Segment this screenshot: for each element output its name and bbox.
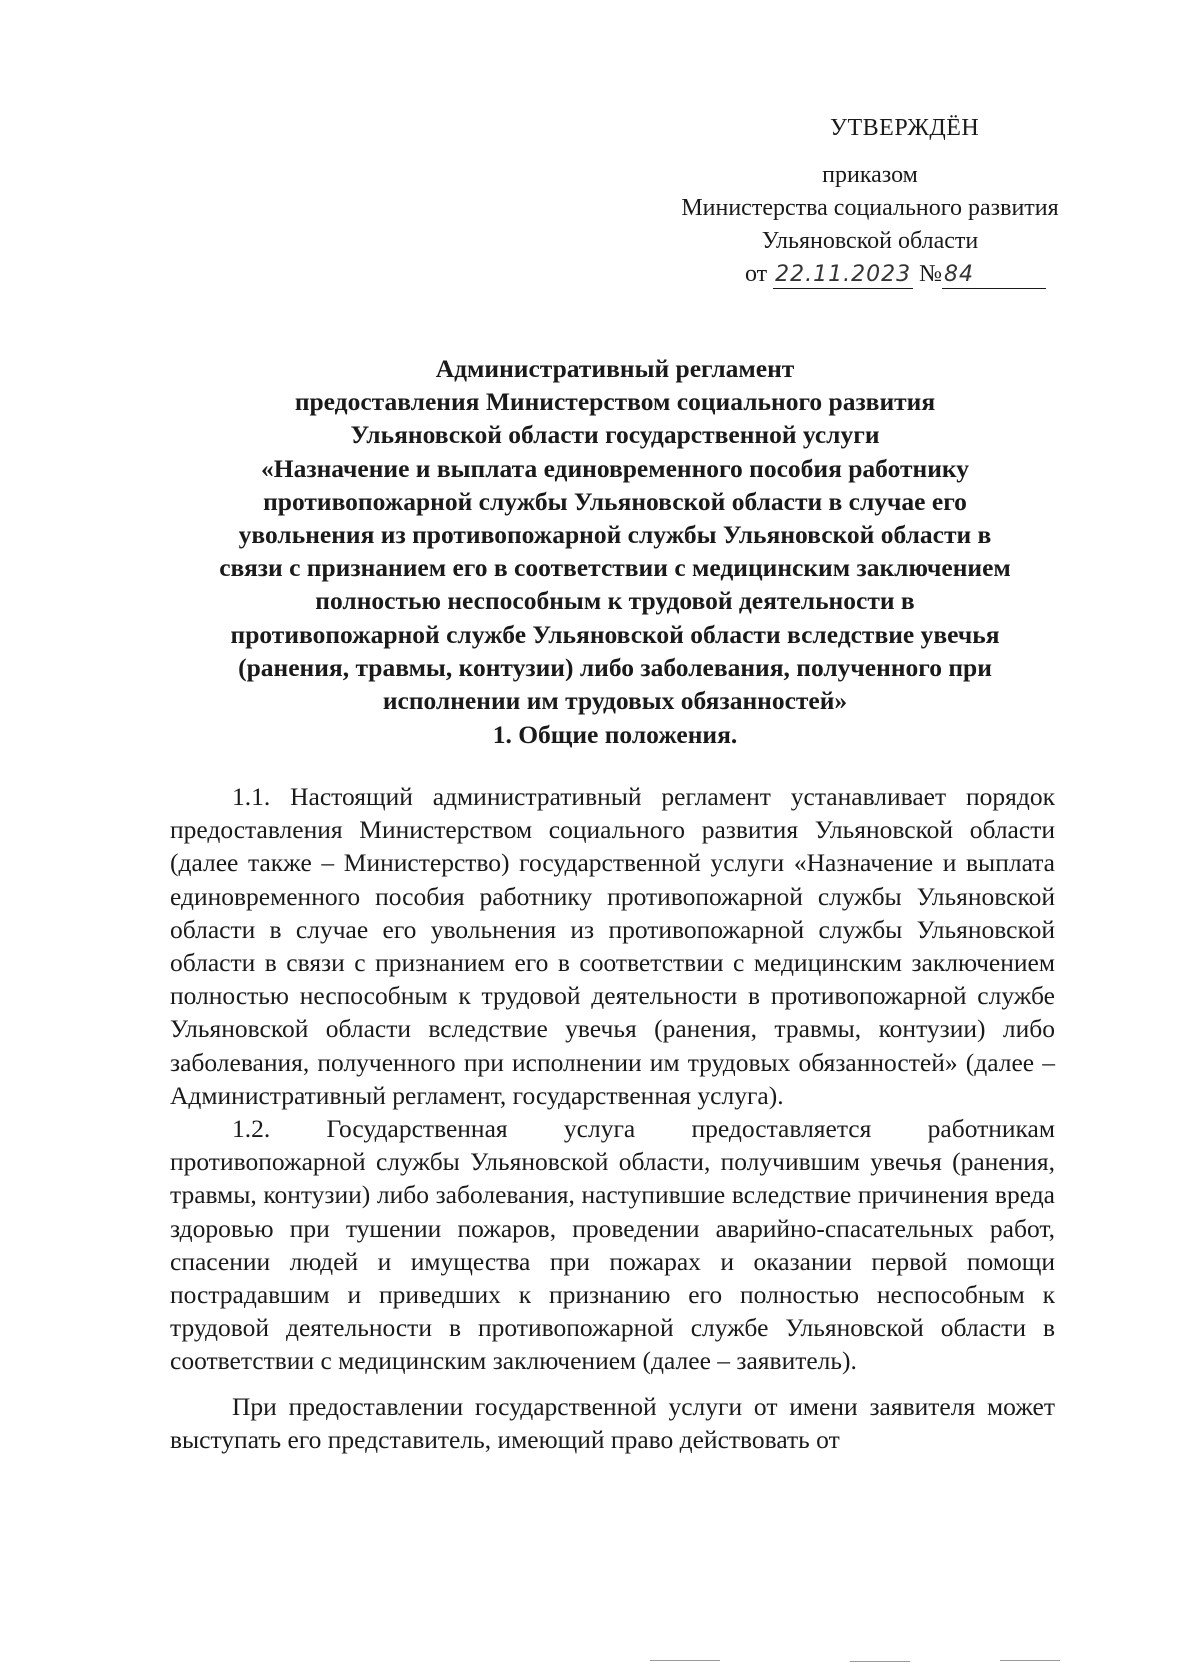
title-line: увольнения из противопожарной службы Ульяновской области в xyxy=(238,520,992,550)
from-label: от xyxy=(745,261,768,287)
approval-block xyxy=(640,112,1100,291)
title-line: Ульяновской области государственной услуги xyxy=(350,420,880,450)
number-label: № xyxy=(919,261,943,287)
section-heading: 1. Общие положения. xyxy=(492,720,738,749)
approval-order-label: приказом xyxy=(822,162,918,188)
paragraph-1-2: 1.2. Государственная услуга предоставляется работникам противопожарной службы Ульяновской области, получившим увечья (ранения, травмы, контузии) либо заболевания, наступившие вследствие причинения вреда здоровью при тушении пожаров, проведении аварийно-спасательных работ, спасении людей и имущества при пожарах и оказании первой помощи пострадавшим и приведших к признанию его полностью неспособным к трудовой деятельности в противопожарной службе Ульяновской области в соответствии с медицинским заключением (далее – заявитель). xyxy=(170,1114,1055,1376)
title-line: (ранения, травмы, контузии) либо заболевания, полученного при xyxy=(238,652,992,682)
approval-ministry-line-1: Министерства социального развития xyxy=(681,195,1059,221)
order-number-handwritten: 84 xyxy=(942,262,1046,289)
approved-stamp-text: УТВЕРЖДЁН xyxy=(830,115,980,141)
title-line: противопожарной службы Ульяновской области в случае его xyxy=(263,486,967,516)
scan-artifact xyxy=(850,1661,910,1662)
title-line: предоставления Министерством социального развития xyxy=(294,387,936,417)
document-title xyxy=(170,352,1060,717)
title-line: связи с признанием его в соответствии с медицинским заключением xyxy=(219,553,1011,583)
paragraph-representative: При предоставлении государственной услуги от имени заявителя может выступать его представитель, имеющий право действовать от xyxy=(170,1391,1055,1454)
paragraph-1-1: 1.1. Настоящий административный регламент устанавливает порядок предоставления Министерством социального развития Ульяновской области (далее также – Министерство) государственной услуги «Назначение и выплата единовременного пособия работнику противопожарной службы Ульяновской области в случае его увольнения из противопожарной службы Ульяновской области в связи с признанием его в соответствии с медицинским заключением полностью неспособным к трудовой деятельности в противопожарной службе Ульяновской области вследствие увечья (ранения, травмы, контузии) либо заболевания, полученного при исполнении им трудовых обязанностей» (далее – Административный регламент, государственная услуга). xyxy=(170,782,1055,1110)
title-line: исполнении им трудовых обязанностей» xyxy=(382,686,848,716)
title-line: полностью неспособным к трудовой деятельности в xyxy=(315,586,915,616)
order-date-handwritten: 22.11.2023 xyxy=(775,262,912,287)
approval-order-date-number xyxy=(745,258,1100,291)
title-line: Административный регламент xyxy=(435,354,795,383)
scan-artifact xyxy=(650,1660,720,1661)
scan-artifact xyxy=(1000,1660,1060,1661)
body-text xyxy=(170,780,1055,1456)
title-line: «Назначение и выплата единовременного пособия работнику xyxy=(261,453,969,483)
approval-ministry-line-2: Ульяновской области xyxy=(761,228,979,254)
title-line: противопожарной службе Ульяновской области вследствие увечья xyxy=(230,619,1000,649)
